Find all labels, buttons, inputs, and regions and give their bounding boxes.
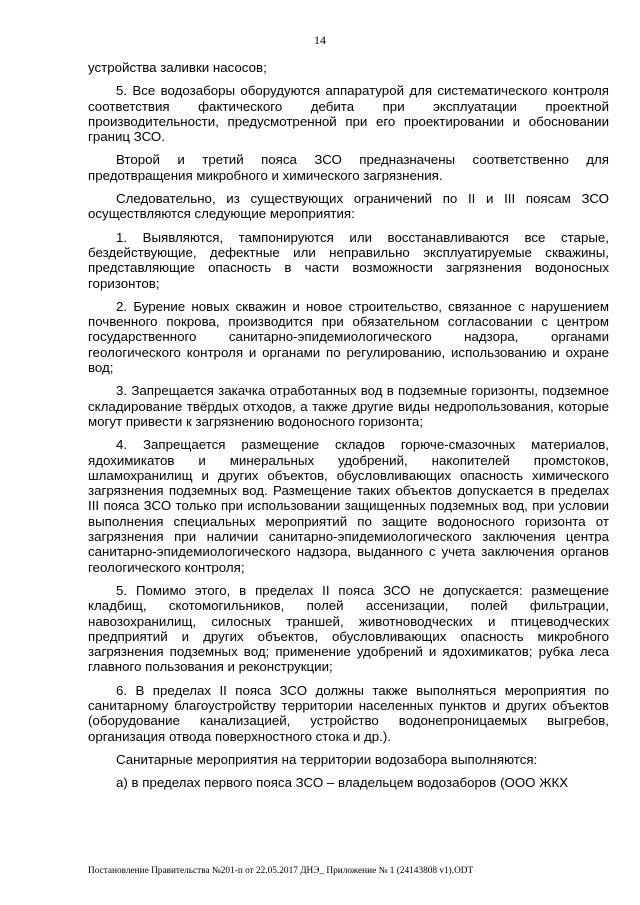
paragraph-measures-intro: Следовательно, из существующих ограничений по II и III поясам ЗСО осуществляются следующие мероприятия: (88, 191, 609, 222)
paragraph-measure-4: 4. Запрещается размещение складов горюче-смазочных материалов, ядохимикатов и минеральных удобрений, накопителей промстоков, шламохранилищ и других объектов, обусловливающих опасность химического загрязнения подземных вод. Размещение таких объектов допускается в пределах III пояса ЗСО только при использовании защищенных подземных вод, при условии выполнения специальных мероприятий по защите водоносного горизонта от загрязнения при наличии санитарно-эпидемиологического заключения центра санитарно-эпидемиологического надзора, выданного с учета заключения органов геологического контроля; (88, 437, 609, 575)
paragraph-measure-3: 3. Запрещается закачка отработанных вод в подземные горизонты, подземное складирование твёрдых отходов, а также другие виды недропользования, которые могут привести к загрязнению водоносного горизонта; (88, 383, 609, 429)
page-footer: Постановление Правительства №201-п от 22.05.2017 ДНЭ_ Приложение № 1 (24143808 v1).ODT (88, 866, 474, 876)
paragraph-continuation: устройства заливки насосов; (88, 60, 267, 75)
page-number: 14 (314, 33, 326, 47)
document-body (88, 60, 609, 798)
paragraph-sanitary-measures-intro: Санитарные мероприятия на территории водозабора выполняются: (116, 751, 538, 767)
paragraph-measure-1: 1. Выявляются, тампонируются или восстанавливаются все старые, бездействующие, дефектные или неправильно эксплуатируемые скважины, представляющие опасность в части возможности загрязнения водоносных горизонтов; (88, 229, 609, 291)
paragraph-item-5-flow-control: 5. Все водозаборы оборудуются аппаратурой для систематического контроля соответствия фактического дебита при эксплуатации проектной производительности, предусмотренной при его проектировании и обосновании границ ЗСО. (88, 83, 609, 145)
paragraph-measure-6: 6. В пределах II пояса ЗСО должны также выполняться мероприятия по санитарному благоустройству территории населенных пунктов и других объектов (оборудование канализацией, устройство водонепроницаемых выгребов, организация отвода поверхностного стока и др.). (88, 682, 609, 744)
paragraph-measure-2: 2. Бурение новых скважин и новое строительство, связанное с нарушением почвенного покрова, производится при обязательном согласовании с центром государственного санитарно-эпидемиологического надзора, органами геологического контроля и органами по регулированию, использованию и охране вод; (88, 298, 609, 376)
paragraph-second-third-belts: Второй и третий пояса ЗСО предназначены соответственно для предотвращения микробного и химического загрязнения. (88, 152, 609, 183)
paragraph-measure-5: 5. Помимо этого, в пределах II пояса ЗСО не допускается: размещение кладбищ, скотомогильников, полей ассенизации, полей фильтрации, навозохранилищ, силосных траншей, животноводческих и птицеводческих предприятий и других объектов, обусловливающих опасность микробного загрязнения подземных вод; применение удобрений и ядохимикатов; рубка леса главного пользования и реконструкции; (88, 582, 609, 675)
paragraph-sanitary-measure-a: а) в пределах первого пояса ЗСО – владельцем водозаборов (ООО ЖКХ (116, 775, 569, 791)
